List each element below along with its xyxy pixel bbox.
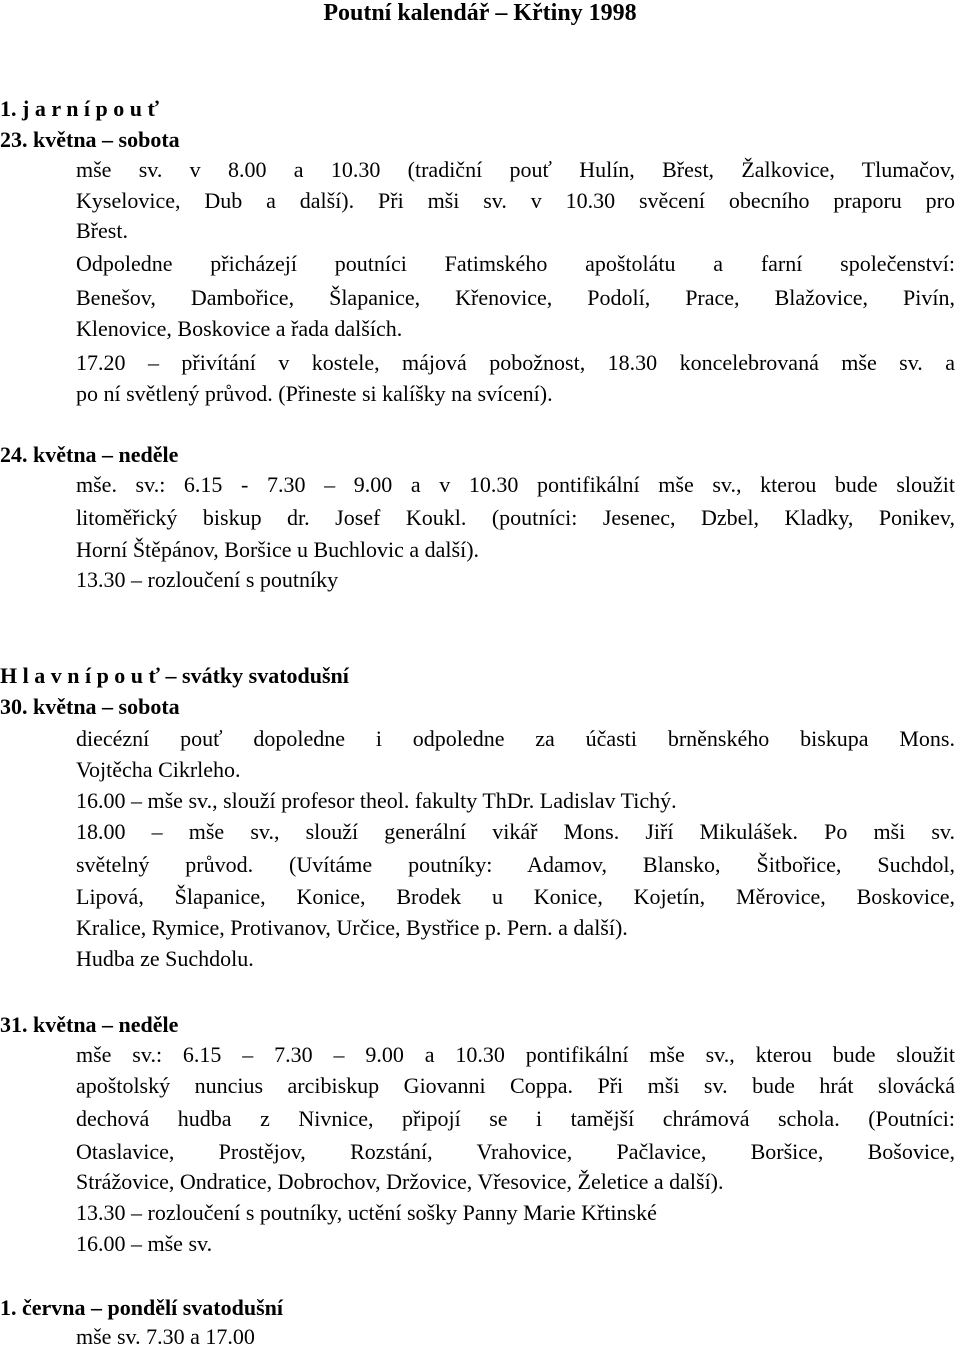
farewell-text: 13.30 – rozloučení s poutníky — [76, 567, 339, 592]
mass-1800-text-line: Kralice, Rymice, Protivanov, Určice, Bystřice p. Pern. a další). — [76, 915, 628, 940]
main-heading-spaced: H l a v n í p o u ť — [0, 663, 161, 688]
date-may-23: 23. května – sobota — [0, 127, 180, 152]
sunday-text-line: mše. sv.: 6.15 - 7.30 – 9.00 a v 10.30 pontifikální mše sv., kterou bude sloužit — [76, 472, 955, 497]
mass-1800-text-line: Lipová, Šlapanice, Konice, Brodek u Konice, Kojetín, Měrovice, Boskovice, — [76, 884, 955, 909]
main-heading-rest: – svátky svatodušní — [160, 663, 349, 688]
date-may-30: 30. května – sobota — [0, 694, 180, 719]
sunday-text-line: Horní Štěpánov, Boršice u Buchlovic a další). — [76, 537, 480, 562]
afternoon-text-line: Benešov, Dambořice, Šlapanice, Křenovice, Podolí, Prace, Blažovice, Pivín, — [76, 285, 955, 310]
sunday-main-text-line: mše sv.: 6.15 – 7.30 – 9.00 a 10.30 pontifikální mše sv., kterou bude sloužit — [76, 1042, 955, 1067]
diocesan-text-line: Vojtěcha Cikrleho. — [76, 757, 241, 782]
mass-text-line: Kyselovice, Dub a další). Při mši sv. v 10.30 svěcení obecního praporu pro — [76, 188, 955, 213]
mass-1600-sunday-text: 16.00 – mše sv. — [76, 1231, 213, 1256]
monday-mass-text: mše sv. 7.30 a 17.00 — [76, 1324, 255, 1349]
mass-1800-text-line: 18.00 – mše sv., slouží generální vikář Mons. Jiří Mikulášek. Po mši sv. — [76, 819, 955, 844]
sunday-main-text-line: apoštolský nuncius arcibiskup Giovanni Coppa. Při mši sv. bude hrát slovácká — [76, 1073, 955, 1098]
date-june-1: 1. června – pondělí svatodušní — [0, 1295, 283, 1320]
sunday-text-line: litoměřický biskup dr. Josef Koukl. (poutníci: Jesenec, Dzbel, Kladky, Ponikev, — [76, 505, 955, 530]
main-pilgrimage-heading — [0, 661, 349, 691]
music-text: Hudba ze Suchdolu. — [76, 946, 254, 971]
farewell-main-text: 13.30 – rozloučení s poutníky, uctění sošky Panny Marie Křtinské — [76, 1200, 657, 1225]
evening-text-line: 17.20 – přivítání v kostele, májová pobožnost, 18.30 koncelebrovaná mše sv. a — [76, 350, 955, 375]
sunday-main-text-line: Otaslavice, Prostějov, Rozstání, Vrahovice, Pačlavice, Boršice, Bošovice, — [76, 1139, 955, 1164]
mass-1600-text: 16.00 – mše sv., slouží profesor theol. fakulty ThDr. Ladislav Tichý. — [76, 788, 677, 813]
mass-text-line: mše sv. v 8.00 a 10.30 (tradiční pouť Hulín, Břest, Žalkovice, Tlumačov, — [76, 157, 955, 182]
sunday-main-text-line: Strážovice, Ondratice, Dobrochov, Držovice, Vřesovice, Želetice a další). — [76, 1169, 724, 1194]
page-title: Poutní kalendář – Křtiny 1998 — [323, 0, 637, 26]
date-may-24: 24. května – neděle — [0, 442, 179, 467]
diocesan-text-line: diecézní pouť dopoledne i odpoledne za účasti brněnského biskupa Mons. — [76, 726, 955, 751]
date-may-31: 31. května – neděle — [0, 1012, 179, 1037]
evening-text-line: po ní světlený průvod. (Přineste si kalíšky na svícení). — [76, 381, 553, 406]
afternoon-text-line: Klenovice, Boskovice a řada dalších. — [76, 316, 403, 341]
sunday-main-text-line: dechová hudba z Nivnice, připojí se i tamější chrámová schola. (Poutníci: — [76, 1106, 955, 1131]
spring-pilgrimage-heading: 1. j a r n í p o u ť — [0, 96, 159, 121]
afternoon-text-line: Odpoledne přicházejí poutníci Fatimského apoštolátu a farní společenství: — [76, 251, 955, 276]
mass-1800-text-line: světelný průvod. (Uvítáme poutníky: Adamov, Blansko, Šitbořice, Suchdol, — [76, 852, 955, 877]
mass-text-line: Břest. — [76, 218, 128, 243]
